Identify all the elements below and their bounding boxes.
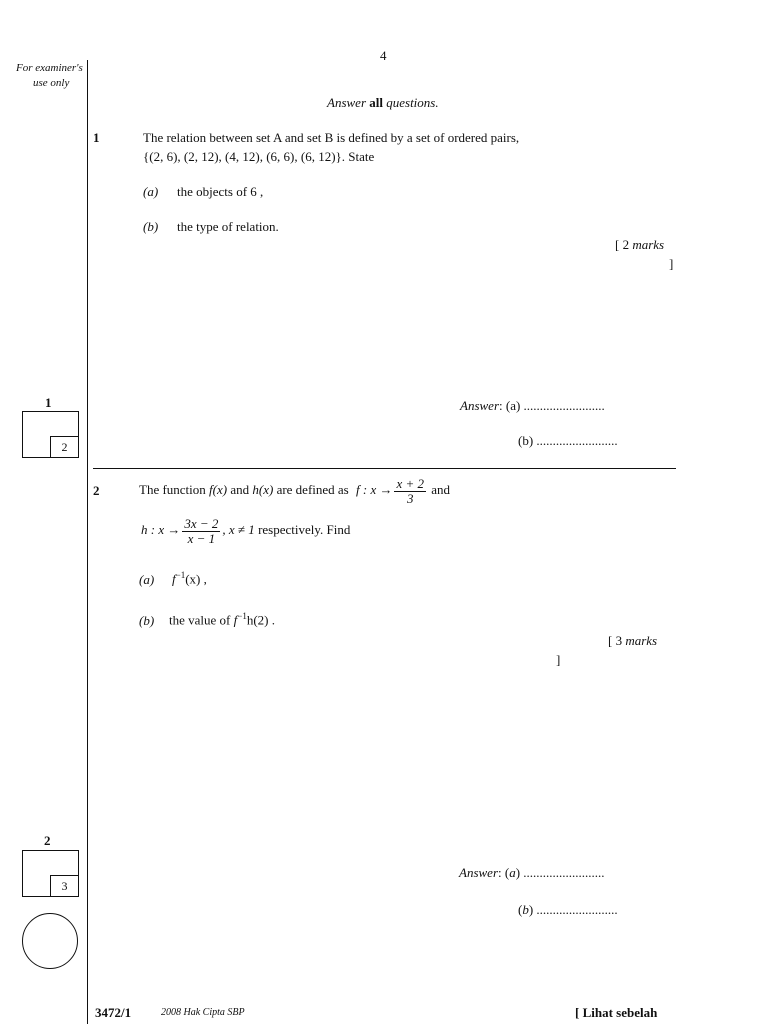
instruction-pre: Answer (327, 95, 366, 110)
footer-next-page: [ Lihat sebelah (575, 1005, 658, 1020)
page-number: 4 (380, 48, 387, 63)
q2-b-sup: −1 (237, 611, 247, 621)
q2-b-arg: h(2) . (246, 612, 275, 628)
q1-b-label: (b) (143, 219, 159, 234)
q2-f-fraction (394, 477, 426, 506)
q2-answer-label: Answer (459, 865, 498, 880)
q2-a-sup: −1 (175, 570, 186, 580)
q2-box-number: 2 (44, 833, 51, 848)
q2-answer-b-line[interactable]: ) ......................... (528, 902, 618, 917)
q1-b-text: the type of relation. (177, 219, 279, 234)
q2-f-numerator: x + 2 (396, 475, 425, 491)
q1-mark-box (22, 411, 79, 458)
examiner-margin-line (87, 60, 88, 1024)
q2-marks-close: ] (556, 652, 561, 667)
q2-b-expr (169, 611, 275, 628)
q1-line2: {(2, 6), (2, 12), (4, 12), (6, 6), (6, 12)}. State (143, 149, 375, 164)
q2-a-label: (a) (139, 572, 155, 587)
q2-h-numerator: 3x − 2 (184, 515, 219, 531)
instruction-bold: all (369, 95, 383, 110)
q2-marks (608, 633, 657, 649)
examiner-label-line1: For examiner's (16, 62, 83, 74)
q2-answer-a (459, 865, 605, 881)
q1-a-label: (a) (143, 184, 159, 199)
q2-marks-open: [ 3 (608, 633, 623, 648)
q2-answer-b-letter: b (522, 902, 529, 917)
q2-answer-a-pre: : ( (498, 865, 510, 880)
q2-line2-end: respectively. Find (258, 522, 351, 537)
q1-number: 1 (93, 130, 100, 145)
examiner-label-line2: use only (33, 77, 70, 89)
q2-line1-mid: are defined as (276, 482, 349, 497)
q2-line2 (141, 510, 350, 550)
q1-answer-label: Answer (460, 398, 499, 413)
score-circle (22, 913, 78, 969)
instruction-post: questions. (386, 95, 439, 110)
q2-h-denominator: x − 1 (187, 530, 216, 546)
q2-and: and (230, 482, 250, 497)
q2-f-name: f(x) (209, 482, 228, 497)
q2-h-condition: , x ≠ 1 (222, 522, 255, 537)
q2-answer-b (518, 902, 618, 918)
q2-f-denominator: 3 (406, 490, 414, 506)
q2-line1 (139, 470, 450, 510)
q2-answer-a-letter: a (509, 865, 516, 880)
q1-a-text: the objects of 6 , (177, 184, 264, 199)
q2-h-map: h : x → (141, 522, 181, 537)
instruction (327, 95, 439, 111)
q2-b-f: f (233, 612, 238, 628)
q2-a-arg: (x) , (185, 571, 207, 587)
q2-b-label: (b) (139, 613, 155, 628)
q2-marks-word: marks (625, 633, 658, 648)
q1-answer-a (460, 398, 605, 414)
q2-line1-end: and (431, 482, 451, 497)
q2-mark-box (22, 850, 79, 897)
q2-a-expr (172, 570, 207, 587)
q2-h-name: h(x) (252, 482, 274, 497)
q1-line1: The relation between set A and set B is defined by a set of ordered pairs, (143, 130, 520, 145)
q2-answer-b-pre: ( (518, 902, 523, 917)
q1-total-marks: 2 (50, 436, 79, 458)
footer-code: 3472/1 (95, 1005, 132, 1020)
q2-b-text: the value of (169, 612, 231, 628)
q2-answer-a-line[interactable]: ) ......................... (515, 865, 605, 880)
q1-marks (615, 237, 664, 253)
q1-marks-open: [ 2 (615, 237, 630, 252)
q2-h-fraction (182, 517, 220, 546)
question-divider (93, 468, 676, 469)
q1-answer-a-line[interactable]: : (a) ......................... (499, 398, 605, 413)
q2-number: 2 (93, 483, 100, 498)
q1-box-number: 1 (45, 395, 52, 410)
q2-total-marks: 3 (50, 875, 79, 897)
q1-marks-word: marks (632, 237, 665, 252)
footer-copyright: 2008 Hak Cipta SBP (161, 1007, 245, 1018)
q2-f-map: f : x → (356, 482, 393, 497)
q1-marks-close: ] (669, 256, 674, 271)
q2-line1-pre: The function (139, 482, 206, 497)
q1-answer-b-line[interactable]: (b) ......................... (518, 433, 618, 448)
q2-a-f: f (172, 571, 176, 587)
